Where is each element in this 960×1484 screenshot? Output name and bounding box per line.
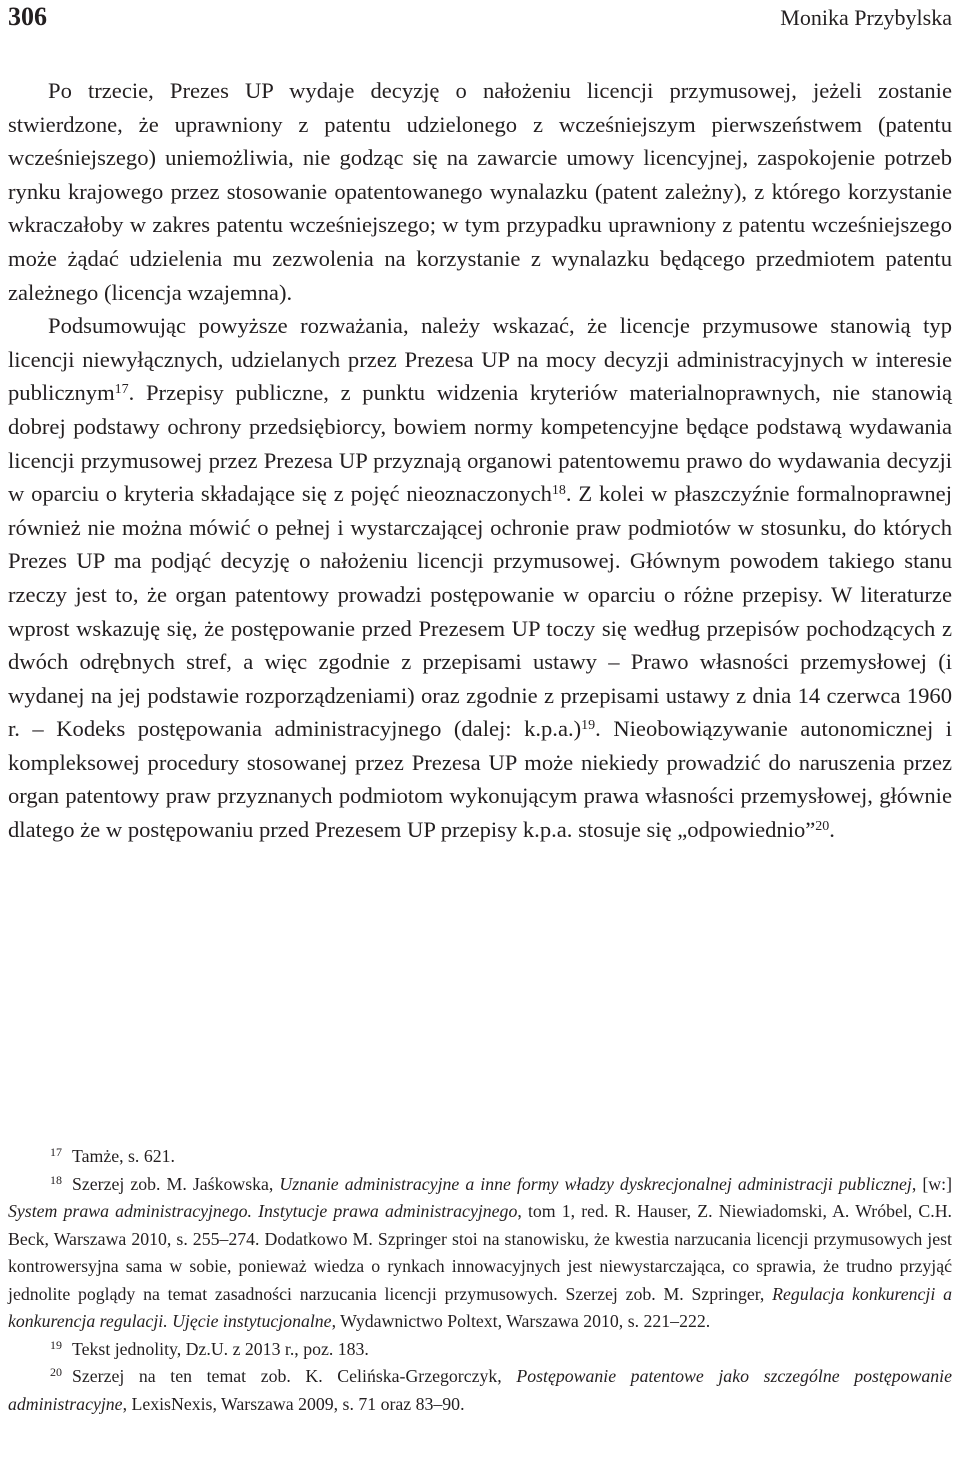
footnote-ref-20[interactable]: 20 (815, 819, 830, 835)
footnote-20-text-1: Szerzej na ten temat zob. K. Celińska-Grzegorczyk, (72, 1366, 517, 1386)
footnote-18-title-1: Uznanie administracyjne a inne formy władzy dyskrecjonalnej administracji publicznej (279, 1173, 912, 1194)
paragraph-2-part-c: . Z kolei w płaszczyźnie formalnoprawnej również nie można mówić o pełnej i wystarczającej ochronie praw podmiotów w stosunku, do których Prezes UP ma podjąć decyzję o nałożeniu licencji przymusowej. Głównym powodem takiego stanu rzeczy jest to, że organ patentowy prowadzi postępowanie w oparciu o różne przepisy. W literaturze wprost wskazuję się, że postępowanie przed Prezesem UP toczy się według przepisów pochodzących z dwóch odrębnych stref, a więc zgodnie z przepisami ustawy – Prawo własności przemysłowej (i wydanej na jej podstawie rozporządzeniami) oraz zgodnie z przepisami ustawy z dnia 14 czerwca 1960 r. – Kodeks postępowania administracyjnego (dalej: k.p.a.) (8, 481, 952, 742)
footnote-number-17: 17 (50, 1145, 62, 1159)
footnote-20-text-2: , LexisNexis, Warszawa 2009, s. 71 oraz 83–90. (122, 1393, 465, 1414)
footnote-ref-17[interactable]: 17 (114, 382, 129, 398)
paragraph-2-part-e: . (829, 817, 835, 843)
paragraph-1: Po trzecie, Prezes UP wydaje decyzję o nałożeniu licencji przymusowej, jeżeli zostanie stwierdzone, że uprawniony z patentu udzielonego z wcześniejszym pierwszeństwem (patentu wcześniejszego) uniemożliwia, nie godząc się na zawarcie umowy licencyjnej, zaspokojenie potrzeb rynku krajowego przez stosowanie opatentowanego wynalazku (patent zależny), z którego korzystanie wkraczałoby w zakres patentu wcześniejszego; w tym przypadku uprawniony z patentu wcześniejszego może żądać udzielenia mu zezwolenia na korzystanie z wynalazku będącego przedmiotem patentu zależnego (licencja wzajemna). (8, 78, 952, 305)
footnote-number-20: 20 (50, 1365, 62, 1379)
footnote-17-text: Tamże, s. 621. (72, 1146, 175, 1166)
footnote-ref-19[interactable]: 19 (581, 718, 596, 734)
footnote-17 (8, 1143, 952, 1171)
footnote-18-text-1: Szerzej zob. M. Jaśkowska, (72, 1173, 280, 1194)
paragraph-2-part-d: . Nieobowiązywanie autonomicznej i kompleksowej procedury stosowanej przez Prezesa UP może niekiedy prowadzić do naruszenia przez organ patentowy praw przyznanych podmiotom wykonującym prawa własności przemysłowej, głównie dlatego że w postępowaniu przed Prezesem UP przepisy k.p.a. stosuje się „odpowiednio” (8, 716, 952, 843)
footnote-18-title-3: Regulacja konkurencji a konkurencja regulacji. Ujęcie instytucjonalne (8, 1283, 952, 1331)
paragraph-2-part-a: Podsumowując powyższe rozważania, należy wskazać, że licencje przymusowe stanowią typ licencji niewyłącznych, udzielanych przez Prezesa UP na mocy decyzji administracyjnych w interesie publicznym (8, 313, 952, 406)
paragraph-2 (8, 309, 952, 847)
footnote-20-title: Postępowanie patentowe jako szczególne postępowanie administracyjne (8, 1366, 953, 1414)
footnote-number-19: 19 (50, 1337, 62, 1352)
footnote-18 (8, 1171, 952, 1336)
footnote-18-text-3: , tom 1, red. R. Hauser, Z. Niewiadomski, A. Wróbel, C.H. Beck, Warszawa 2010, s. 255–274. Dodatkowo M. Szpringer stoi na stanowisku, że kwestia narzucania licencji przymusowych jest kontrowersyjna sama w sobie, ponieważ wiedza o rynkach innowacyjnych jest niewystarczająca, co sprawia, że trudno przyjąć jednolite poglądy na temat zasadności narzucania licencji przymusowych. Szerzej zob. M. Szpringer, (8, 1201, 952, 1304)
paragraph-2-part-b: . Przepisy publiczne, z punktu widzenia kryteriów materialnoprawnych, nie stanowią dobrej podstawy ochrony przedsiębiorcy, bowiem normy kompetencyjne będące podstawą wydawania licencji przymusowej przez Prezesa UP przyznają organowi patentowemu prawo do wydawania decyzji w oparciu o kryteria składające się z pojęć nieoznaczonych (8, 380, 952, 507)
footnote-19 (8, 1336, 952, 1364)
page-number: 306 (8, 2, 47, 31)
footnote-number-18: 18 (50, 1172, 62, 1187)
footnote-18-title-2: System prawa administracyjnego. Instytucje prawa administracyjnego (8, 1201, 518, 1221)
main-text (8, 74, 952, 847)
footnote-19-text: Tekst jednolity, Dz.U. z 2013 r., poz. 183. (72, 1338, 369, 1359)
footnote-18-text-2: , [w:] (911, 1173, 952, 1194)
page-header (8, 0, 952, 36)
running-head-author: Monika Przybylska (780, 5, 952, 30)
footnote-20 (8, 1363, 952, 1418)
footnote-18-text-4: , Wydawnictwo Poltext, Warszawa 2010, s. 221–222. (331, 1311, 711, 1331)
footnote-ref-18[interactable]: 18 (551, 483, 566, 499)
footnotes (8, 1138, 952, 1418)
